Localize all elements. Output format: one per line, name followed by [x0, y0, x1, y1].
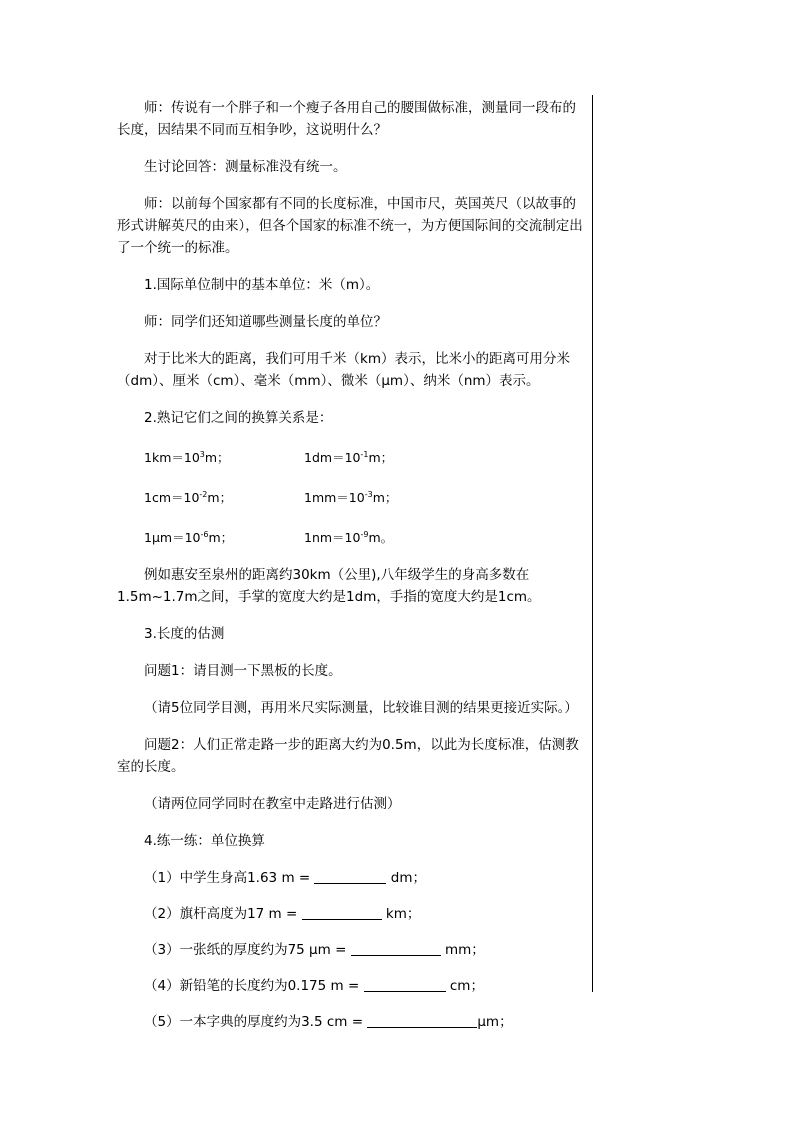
section-4-heading: 4.练一练：单位换算 — [144, 833, 265, 849]
question-1-note: （请5位同学目测，再用米尺实际测量，比较谁目测的结果更接近实际。） — [144, 700, 578, 716]
section-3-heading: 3.长度的估测 — [144, 626, 225, 642]
teacher-explanation-paragraph: 师：以前每个国家都有不同的长度标准，中国市尺，英国英尺（以故事的形式讲解英尺的由来），但各个国家的标准不统一，为方便国际间的交流制定出了一个统一的标准。 — [117, 196, 583, 256]
conversion-formula: $1km=10^3m$； — [144, 450, 230, 465]
answer-blank — [302, 905, 382, 920]
exercise-item: （2）旗杆高度为17 m = km； — [144, 906, 421, 922]
exercise-item: （1）中学生身高1.63 m = dm； — [144, 870, 426, 886]
conversion-formula: $1dm=10^{-1}m$； — [304, 450, 394, 465]
conversion-row — [117, 524, 587, 549]
conversion-formula: $1nm=10^{-9}m$。 — [304, 530, 394, 545]
right-margin-rule — [592, 95, 593, 992]
conversion-formula: $1\mu m=10^{-6}m$； — [144, 530, 234, 545]
exercise-item: （3）一张纸的厚度约为75 μm = mm； — [144, 942, 485, 958]
answer-blank — [351, 941, 441, 956]
student-answer-paragraph: 生讨论回答：测量标准没有统一。 — [144, 159, 347, 175]
conversion-formula: $1cm=10^{-2}m$； — [144, 490, 233, 505]
exercise-item: （4）新铅笔的长度约为0.175 m = cm； — [144, 978, 484, 994]
answer-blank — [367, 1013, 477, 1028]
question-1-paragraph: 问题1：请目测一下黑板的长度。 — [144, 663, 342, 679]
section-2-heading: 2.熟记它们之间的换算关系是： — [144, 410, 333, 426]
conversion-row — [117, 484, 587, 509]
teacher-question-paragraph: 师：传说有一个胖子和一个瘦子各用自己的腰围做标准，测量同一段布的长度，因结果不同而互相争吵，这说明什么？ — [117, 100, 576, 138]
question-2-paragraph: 问题2：人们正常走路一步的距离大约为0.5m，以此为长度标准，估测教室的长度。 — [117, 737, 579, 775]
example-paragraph: 例如惠安至泉州的距离约30km（公里),八年级学生的身高多数在1.5m~1.7m之间，手掌的宽度大约是1dm，手指的宽度大约是1cm。 — [117, 567, 541, 605]
answer-blank — [314, 869, 386, 884]
answer-blank — [364, 977, 446, 992]
teacher-units-question: 师：同学们还知道哪些测量长度的单位？ — [144, 314, 387, 330]
section-1-heading: 1.国际单位制中的基本单位：米（m）。 — [144, 277, 380, 293]
lesson-content — [117, 97, 587, 1047]
units-description-paragraph: 对于比米大的距离，我们可用千米（km）表示，比米小的距离可用分米（dm）、厘米（cm）、毫米（mm）、微米（μm）、纳米（nm）表示。 — [117, 351, 570, 389]
conversion-row — [117, 444, 587, 469]
question-2-note: （请两位同学同时在教室中走路进行估测） — [144, 796, 401, 812]
exercise-item: （5）一本字典的厚度约为3.5 cm = μm； — [144, 1014, 513, 1030]
conversion-formula: $1mm=10^{-3}m$； — [304, 490, 398, 505]
